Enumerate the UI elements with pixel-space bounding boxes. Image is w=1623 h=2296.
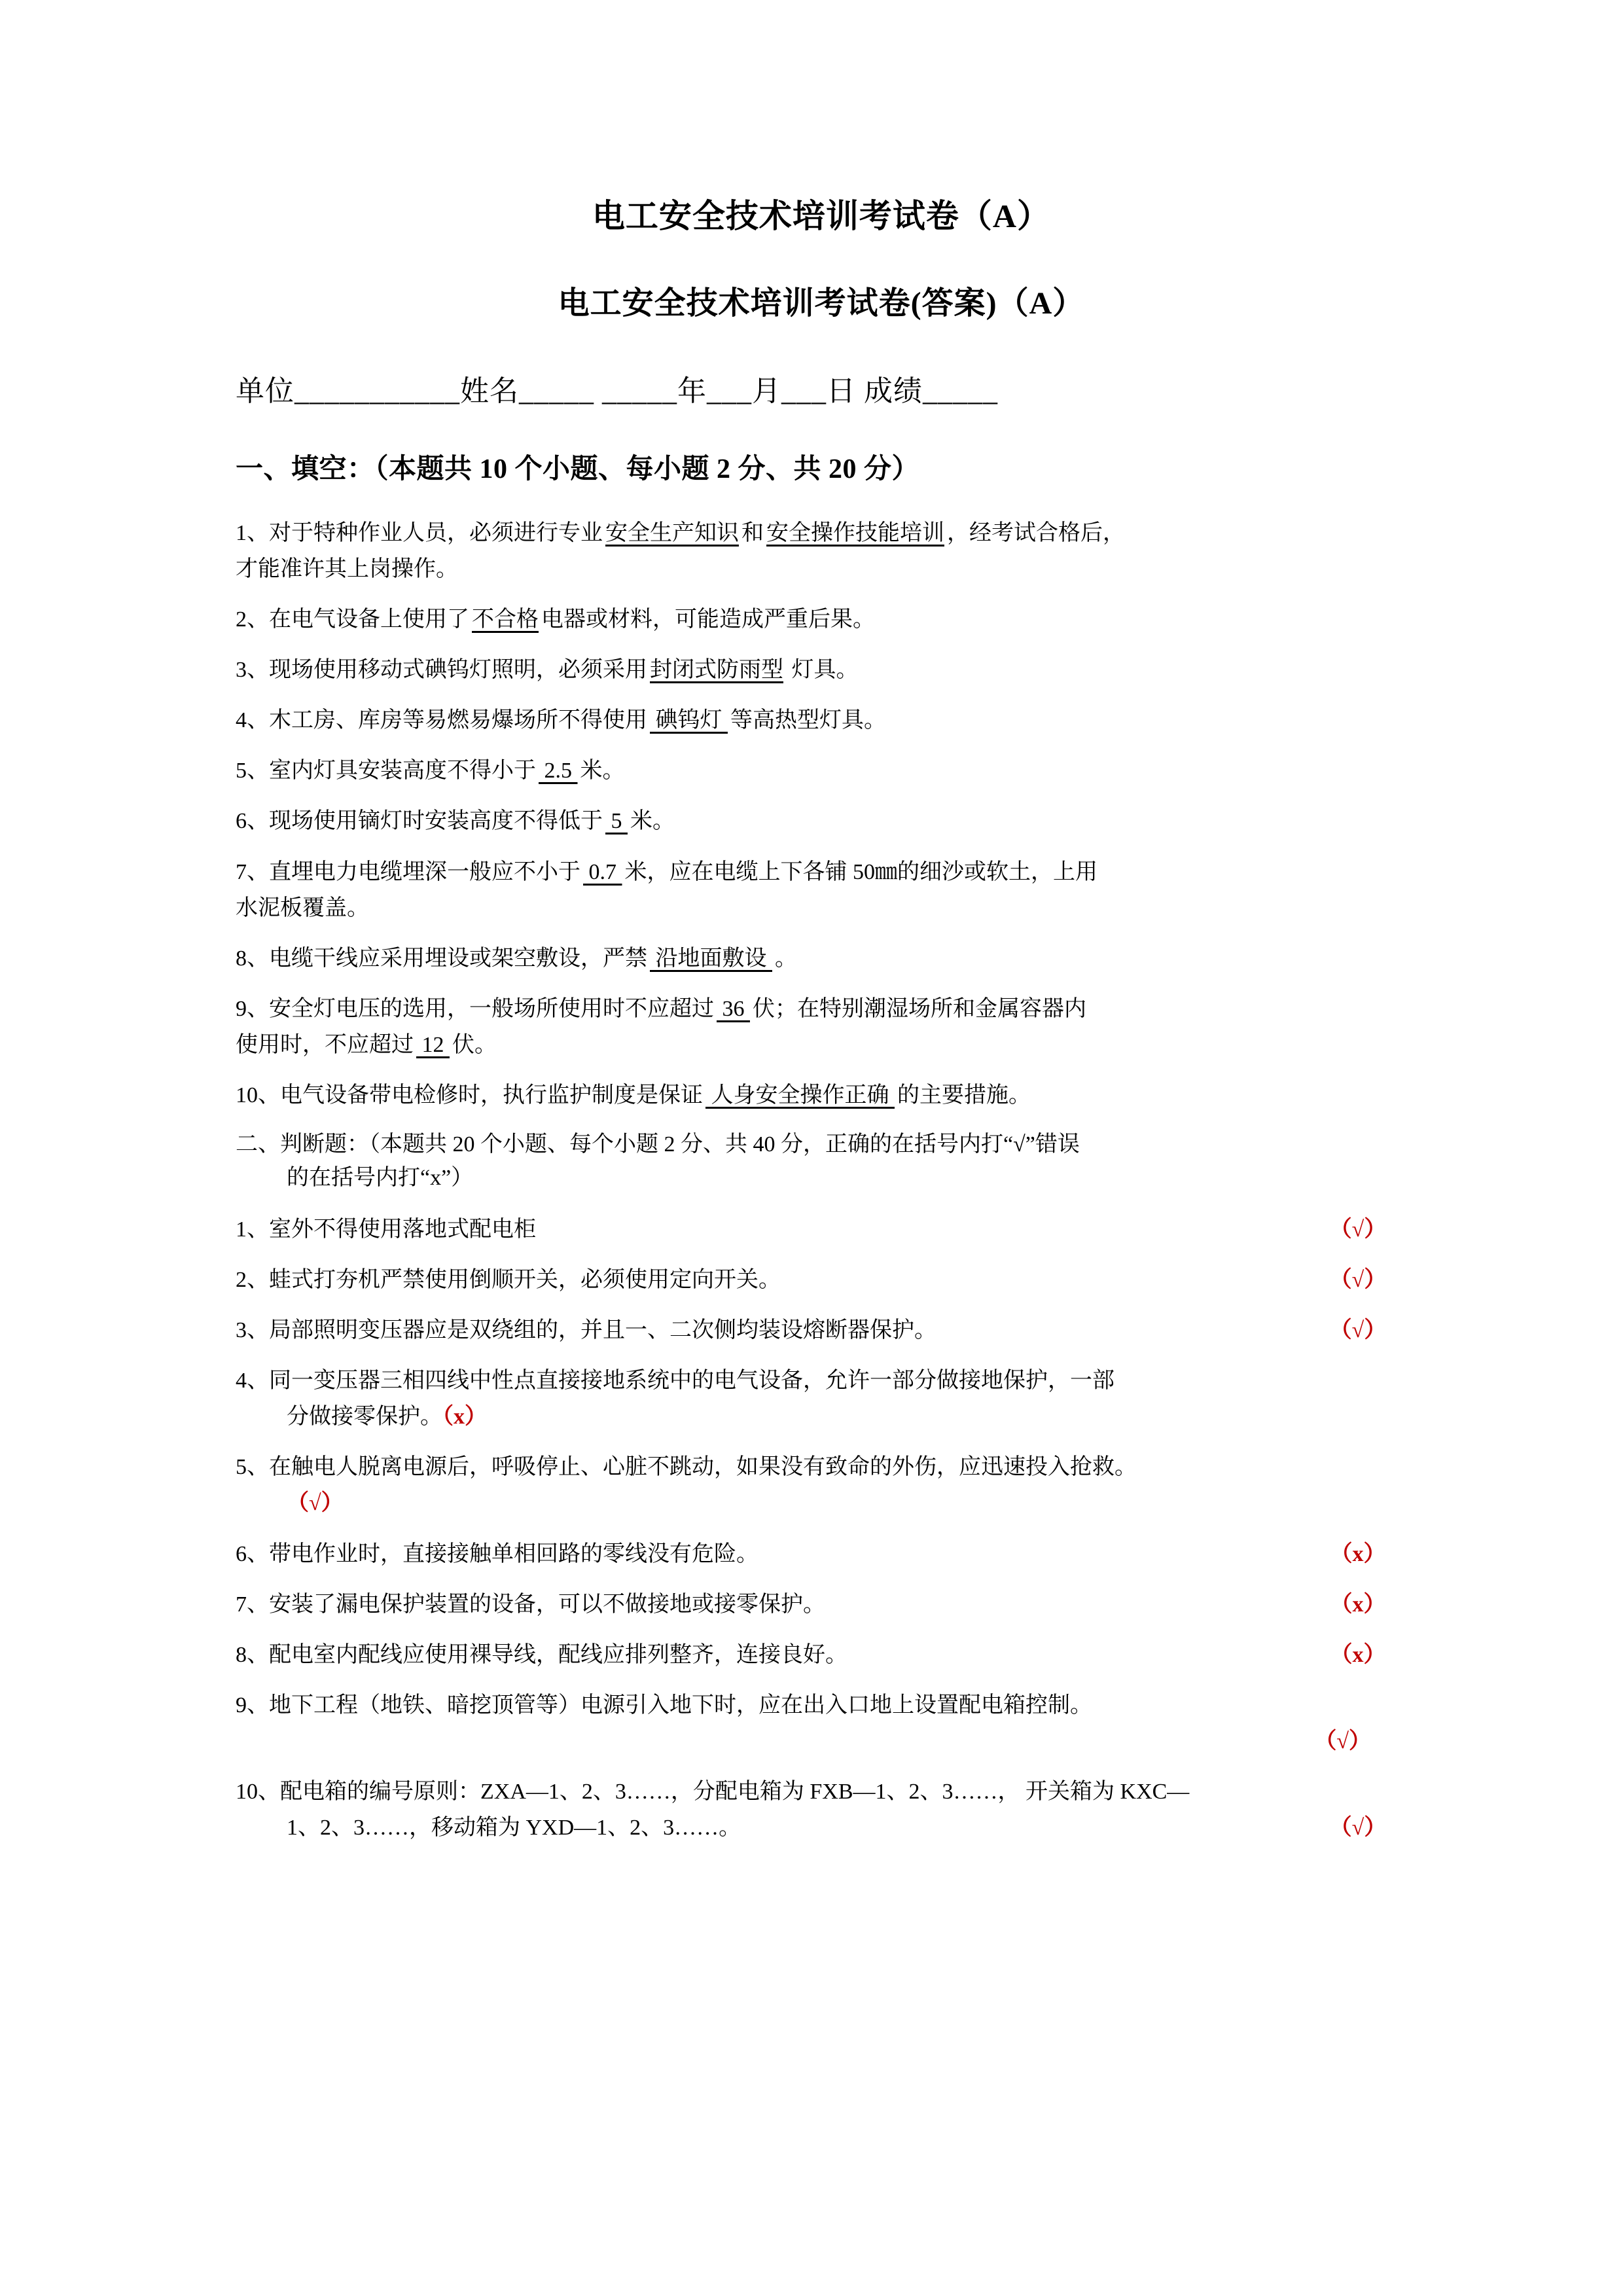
- fill-question-7: [236, 854, 1407, 926]
- q2-blank-1: 不合格: [472, 607, 539, 632]
- q9-line2-text-a: 使用时，不应超过: [236, 1032, 414, 1057]
- fill-question-9: [236, 991, 1407, 1063]
- tf-question-3: [236, 1312, 1407, 1348]
- fill-question-3: [236, 652, 1407, 688]
- tf-q10-line-2-text: 1、2、3……，移动箱为 YXD—1、2、3……。: [287, 1816, 741, 1840]
- q10-text-b: 的主要措施。: [897, 1083, 1031, 1107]
- fill-question-10: [236, 1077, 1407, 1113]
- section-1-heading: 一、填空：（本题共 10 个小题、每小题 2 分、共 20 分）: [236, 454, 920, 484]
- page-subtitle: 电工安全技术培训考试卷(答案)（A）: [558, 286, 1085, 321]
- tf-question-2: [236, 1262, 1407, 1298]
- tf-q4-line-2: [236, 1399, 1407, 1435]
- fill-question-1: [236, 515, 1407, 587]
- q5-text-b: 米。: [580, 759, 625, 783]
- tf-q9-text: 9、地下工程（地铁、暗挖顶管等）电源引入地下时，应在出入口地上设置配电箱控制。: [236, 1693, 1092, 1717]
- q10-text-a: 10、电气设备带电检修时，执行监护制度是保证: [236, 1083, 703, 1107]
- tf-q2-judge: （√）: [1329, 1268, 1387, 1293]
- section-2-heading: [236, 1128, 1407, 1194]
- q9-text-a: 9、安全灯电压的选用，一般场所使用时不应超过: [236, 996, 714, 1021]
- tf-q6-judge: （x）: [1330, 1541, 1386, 1566]
- fill-question-2: [236, 601, 1407, 637]
- tf-q8-text: 8、配电室内配线应使用裸导线，配线应排列整齐，连接良好。: [236, 1642, 847, 1667]
- tf-q7-text: 7、安装了漏电保护装置的设备，可以不做接地或接零保护。: [236, 1592, 825, 1617]
- tf-q5-judge: （√）: [287, 1491, 344, 1516]
- tf-q4-text: 4、同一变压器三相四线中性点直接接地系统中的电气设备，允许一部分做接地保护，一部: [236, 1369, 1115, 1393]
- q6-text-a: 6、现场使用镝灯时安装高度不得低于: [236, 809, 603, 834]
- tf-question-6: [236, 1536, 1407, 1572]
- q4-text-b: 等高热型灯具。: [730, 708, 886, 733]
- q1-text-a: 1、对于特种作业人员，必须进行专业: [236, 521, 603, 545]
- q7-text-a: 7、直埋电力电缆埋深一般应不小于: [236, 859, 580, 884]
- q9-line2-text-b: 伏。: [452, 1032, 497, 1057]
- tf-q2-text: 2、蛙式打夯机严禁使用倒顺开关，必须使用定向开关。: [236, 1268, 781, 1293]
- tf-question-4: [236, 1363, 1407, 1435]
- q1-blank-1: 安全生产知识: [605, 521, 739, 545]
- tf-q4-judge: （x）: [442, 1405, 487, 1429]
- tf-q3-judge: （√）: [1329, 1318, 1387, 1343]
- section-2-heading-line-2: 的在括号内打“x”）: [287, 1166, 474, 1191]
- q6-text-b: 米。: [630, 809, 675, 834]
- tf-q9-judge: （√）: [1314, 1729, 1371, 1753]
- document-content: [236, 190, 1407, 1860]
- tf-question-10: [236, 1774, 1407, 1846]
- tf-q10-line-2: [236, 1810, 1407, 1846]
- q3-text-b: 灯具。: [786, 658, 859, 683]
- tf-q5-text: 5、在触电人脱离电源后，呼吸停止、心脏不跳动，如果没有致命的外伤，应迅速投入抢救。: [236, 1455, 1137, 1480]
- q2-text-b: 电器或材料，可能造成严重后果。: [541, 607, 875, 632]
- tf-q7-judge: （x）: [1330, 1592, 1386, 1617]
- page-title: 电工安全技术培训考试卷（A）: [592, 198, 1051, 234]
- q4-blank-1: 碘钨灯: [650, 708, 728, 733]
- tf-question-1: [236, 1211, 1407, 1247]
- tf-q8-judge: （x）: [1330, 1642, 1386, 1667]
- q9-blank-1: 36: [717, 996, 750, 1021]
- tf-q10-text: 10、配电箱的编号原则：ZXA—1、2、3……，分配电箱为 FXB—1、2、3……， 开关箱为 KXC—: [236, 1779, 1190, 1804]
- tf-question-5: [236, 1449, 1407, 1521]
- q1-text-b: ，经考试合格后，: [947, 521, 1125, 545]
- q8-blank-1: 沿地面敷设: [650, 946, 772, 971]
- q2-text-a: 2、在电气设备上使用了: [236, 607, 469, 632]
- q9-text-b: 伏；在特别潮湿场所和金属容器内: [753, 996, 1086, 1021]
- fill-question-6: [236, 803, 1407, 839]
- q10-blank-1: 人身安全操作正确: [705, 1083, 895, 1107]
- q5-text-a: 5、室内灯具安装高度不得小于: [236, 759, 536, 783]
- tf-q1-judge: （√）: [1329, 1217, 1387, 1242]
- q9-blank-2: 12: [416, 1032, 450, 1057]
- q8-text-a: 8、电缆干线应采用埋设或架空敷设，严禁: [236, 946, 647, 971]
- q7-line-2: 水泥板覆盖。: [236, 895, 369, 920]
- q1-text-mid: 和: [741, 521, 764, 545]
- tf-q10-judge: （√）: [1329, 1816, 1387, 1840]
- q4-text-a: 4、木工房、库房等易燃易爆场所不得使用: [236, 708, 647, 733]
- section-2-heading-line-1: 二、判断题：（本题共 20 个小题、每个小题 2 分、共 40 分，正确的在括号内打“√”错误: [236, 1132, 1080, 1157]
- q1-blank-2: 安全操作技能培训: [766, 521, 944, 545]
- tf-question-8: [236, 1637, 1407, 1673]
- tf-question-7: [236, 1587, 1407, 1623]
- q5-blank-1: 2.5: [539, 759, 578, 783]
- tf-q4-line-2-text: 分做接零保护。: [287, 1405, 442, 1429]
- q6-blank-1: 5: [605, 809, 628, 834]
- fill-question-4: [236, 702, 1407, 738]
- fill-question-8: [236, 941, 1407, 977]
- tf-q3-text: 3、局部照明变压器应是双绕组的，并且一、二次侧均装设熔断器保护。: [236, 1318, 936, 1343]
- q8-text-b: 。: [775, 946, 797, 971]
- q3-blank-1: 封闭式防雨型: [650, 658, 783, 683]
- q7-text-b: 米，应在电缆上下各铺 50㎜的细沙或软土，上用: [624, 859, 1097, 884]
- fill-question-5: [236, 753, 1407, 789]
- q7-blank-1: 0.7: [583, 859, 622, 884]
- q3-text-a: 3、现场使用移动式碘钨灯照明，必须采用: [236, 658, 647, 683]
- tf-question-9: [236, 1687, 1407, 1759]
- tf-q1-text: 1、室外不得使用落地式配电柜: [236, 1217, 536, 1242]
- student-info-line: 单位___________姓名_____ _____年___月___日 成绩_____: [236, 375, 998, 407]
- tf-q6-text: 6、带电作业时，直接接触单相回路的零线没有危险。: [236, 1541, 758, 1566]
- q1-line-2: 才能准许其上岗操作。: [236, 557, 458, 582]
